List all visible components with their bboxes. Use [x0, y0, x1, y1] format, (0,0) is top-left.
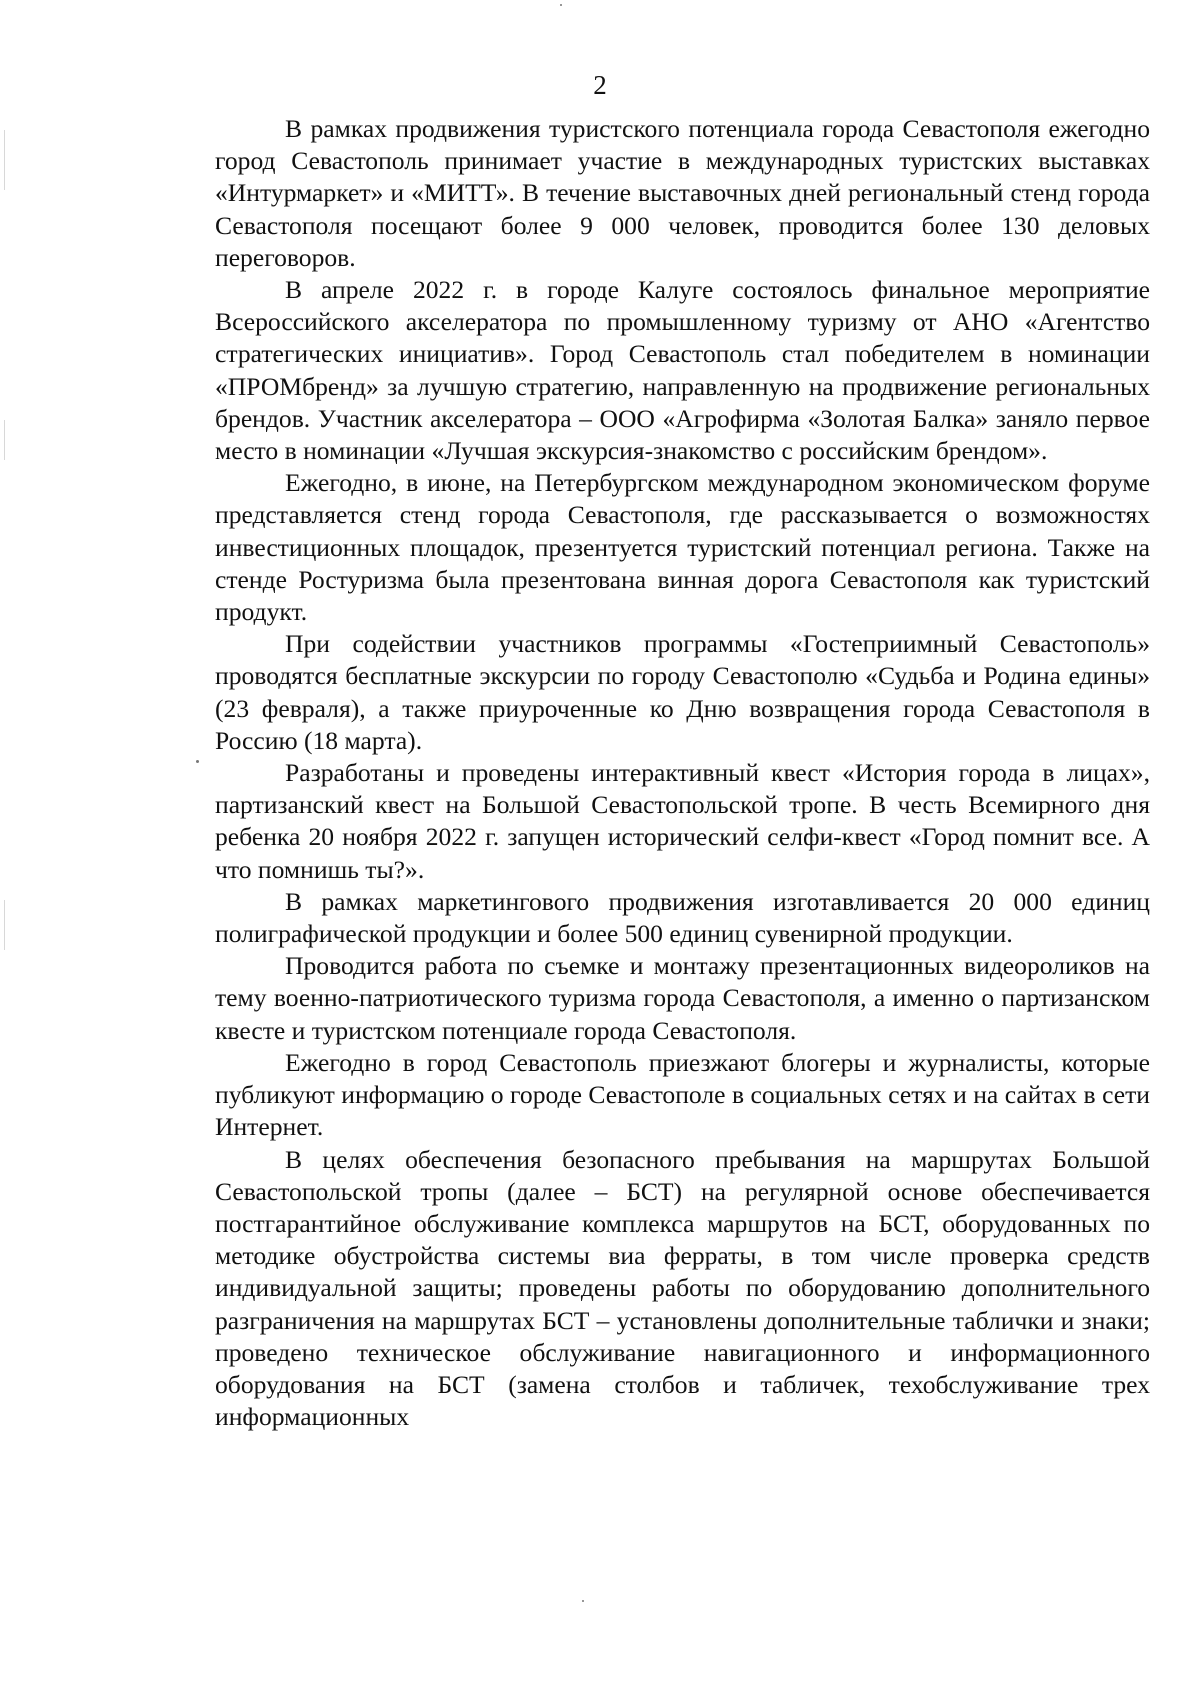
paragraph-video-production: Проводится работа по съемке и монтажу презентационных видеороликов на тему военно-патриотического туризма города Севастополя, а именно о партизанском квесте и туристском потенциале города Севастополя. [215, 951, 1150, 1045]
scan-speck [196, 760, 199, 763]
paragraph-accelerator: В апреле 2022 г. в городе Калуге состоялось финальное мероприятие Всероссийского акселератора по промышленному туризму от АНО «Агентство стратегических инициатив». Город Севастополь стал победителем в номинации «ПРОМбренд» за лучшую стратегию, направленную на продвижение региональных брендов. Участник акселератора – ООО «Агрофирма «Золотая Балка» заняло первое место в номинации «Лучшая экскурсия-знакомство с российским брендом». [215, 275, 1150, 466]
paragraph-economic-forum: Ежегодно, в июне, на Петербургском международном экономическом форуме представляется стенд города Севастополя, где рассказывается о возможностях инвестиционных площадок, презентуется туристский потенциал региона. Также на стенде Ростуризма была презентована винная дорога Севастополя как туристский продукт. [215, 468, 1150, 627]
scan-edge-mark [4, 420, 5, 460]
paragraph-quests: Разработаны и проведены интерактивный квест «История города в лицах», партизанский квест на Большой Севастопольской тропе. В честь Всемирного дня ребенка 20 ноября 2022 г. запущен исторический селфи-квест «Город помнит все. А что помнишь ты?». [215, 758, 1150, 884]
scan-edge-mark [4, 130, 5, 190]
document-body [215, 113, 1150, 1433]
scan-speck [560, 4, 562, 6]
paragraph-free-excursions: При содействии участников программы «Гостеприимный Севастополь» проводятся бесплатные экскурсии по городу Севастополю «Судьба и Родина едины» (23 февраля), а также приуроченные ко Дню возвращения города Севастополя в Россию (18 марта). [215, 629, 1150, 755]
paragraph-trail-safety: В целях обеспечения безопасного пребывания на маршрутах Большой Севастопольской тропы (далее – БСТ) на регулярной основе обеспечивается постгарантийное обслуживание комплекса маршрутов на БСТ, оборудованных по методике обустройства системы виа ферраты, в том числе проверка средств индивидуальной защиты; проведены работы по оборудованию дополнительного разграничения на маршрутах БСТ – установлены дополнительные таблички и знаки; проведено техническое обслуживание навигационного и информационного оборудования на БСТ (замена столбов и табличек, техобслуживание трех информационных [215, 1144, 1150, 1432]
paragraph-tourism-exhibitions: В рамках продвижения туристского потенциала города Севастополя ежегодно город Севастополь принимает участие в международных туристских выставках «Интурмаркет» и «МИТТ». В течение выставочных дней региональный стенд города Севастополя посещают более 9 000 человек, проводится более 130 деловых переговоров. [215, 114, 1150, 272]
paragraph-bloggers: Ежегодно в город Севастополь приезжают блогеры и журналисты, которые публикуют информацию о городе Севастополе в социальных сетях и на сайтах в сети Интернет. [215, 1047, 1150, 1142]
scan-edge-mark [4, 900, 5, 950]
scan-speck [582, 1600, 584, 1602]
paragraph-marketing-products: В рамках маркетингового продвижения изготавливается 20 000 единиц полиграфической продукции и более 500 единиц сувенирной продукции. [215, 886, 1150, 949]
page-number: 2 [593, 70, 607, 100]
